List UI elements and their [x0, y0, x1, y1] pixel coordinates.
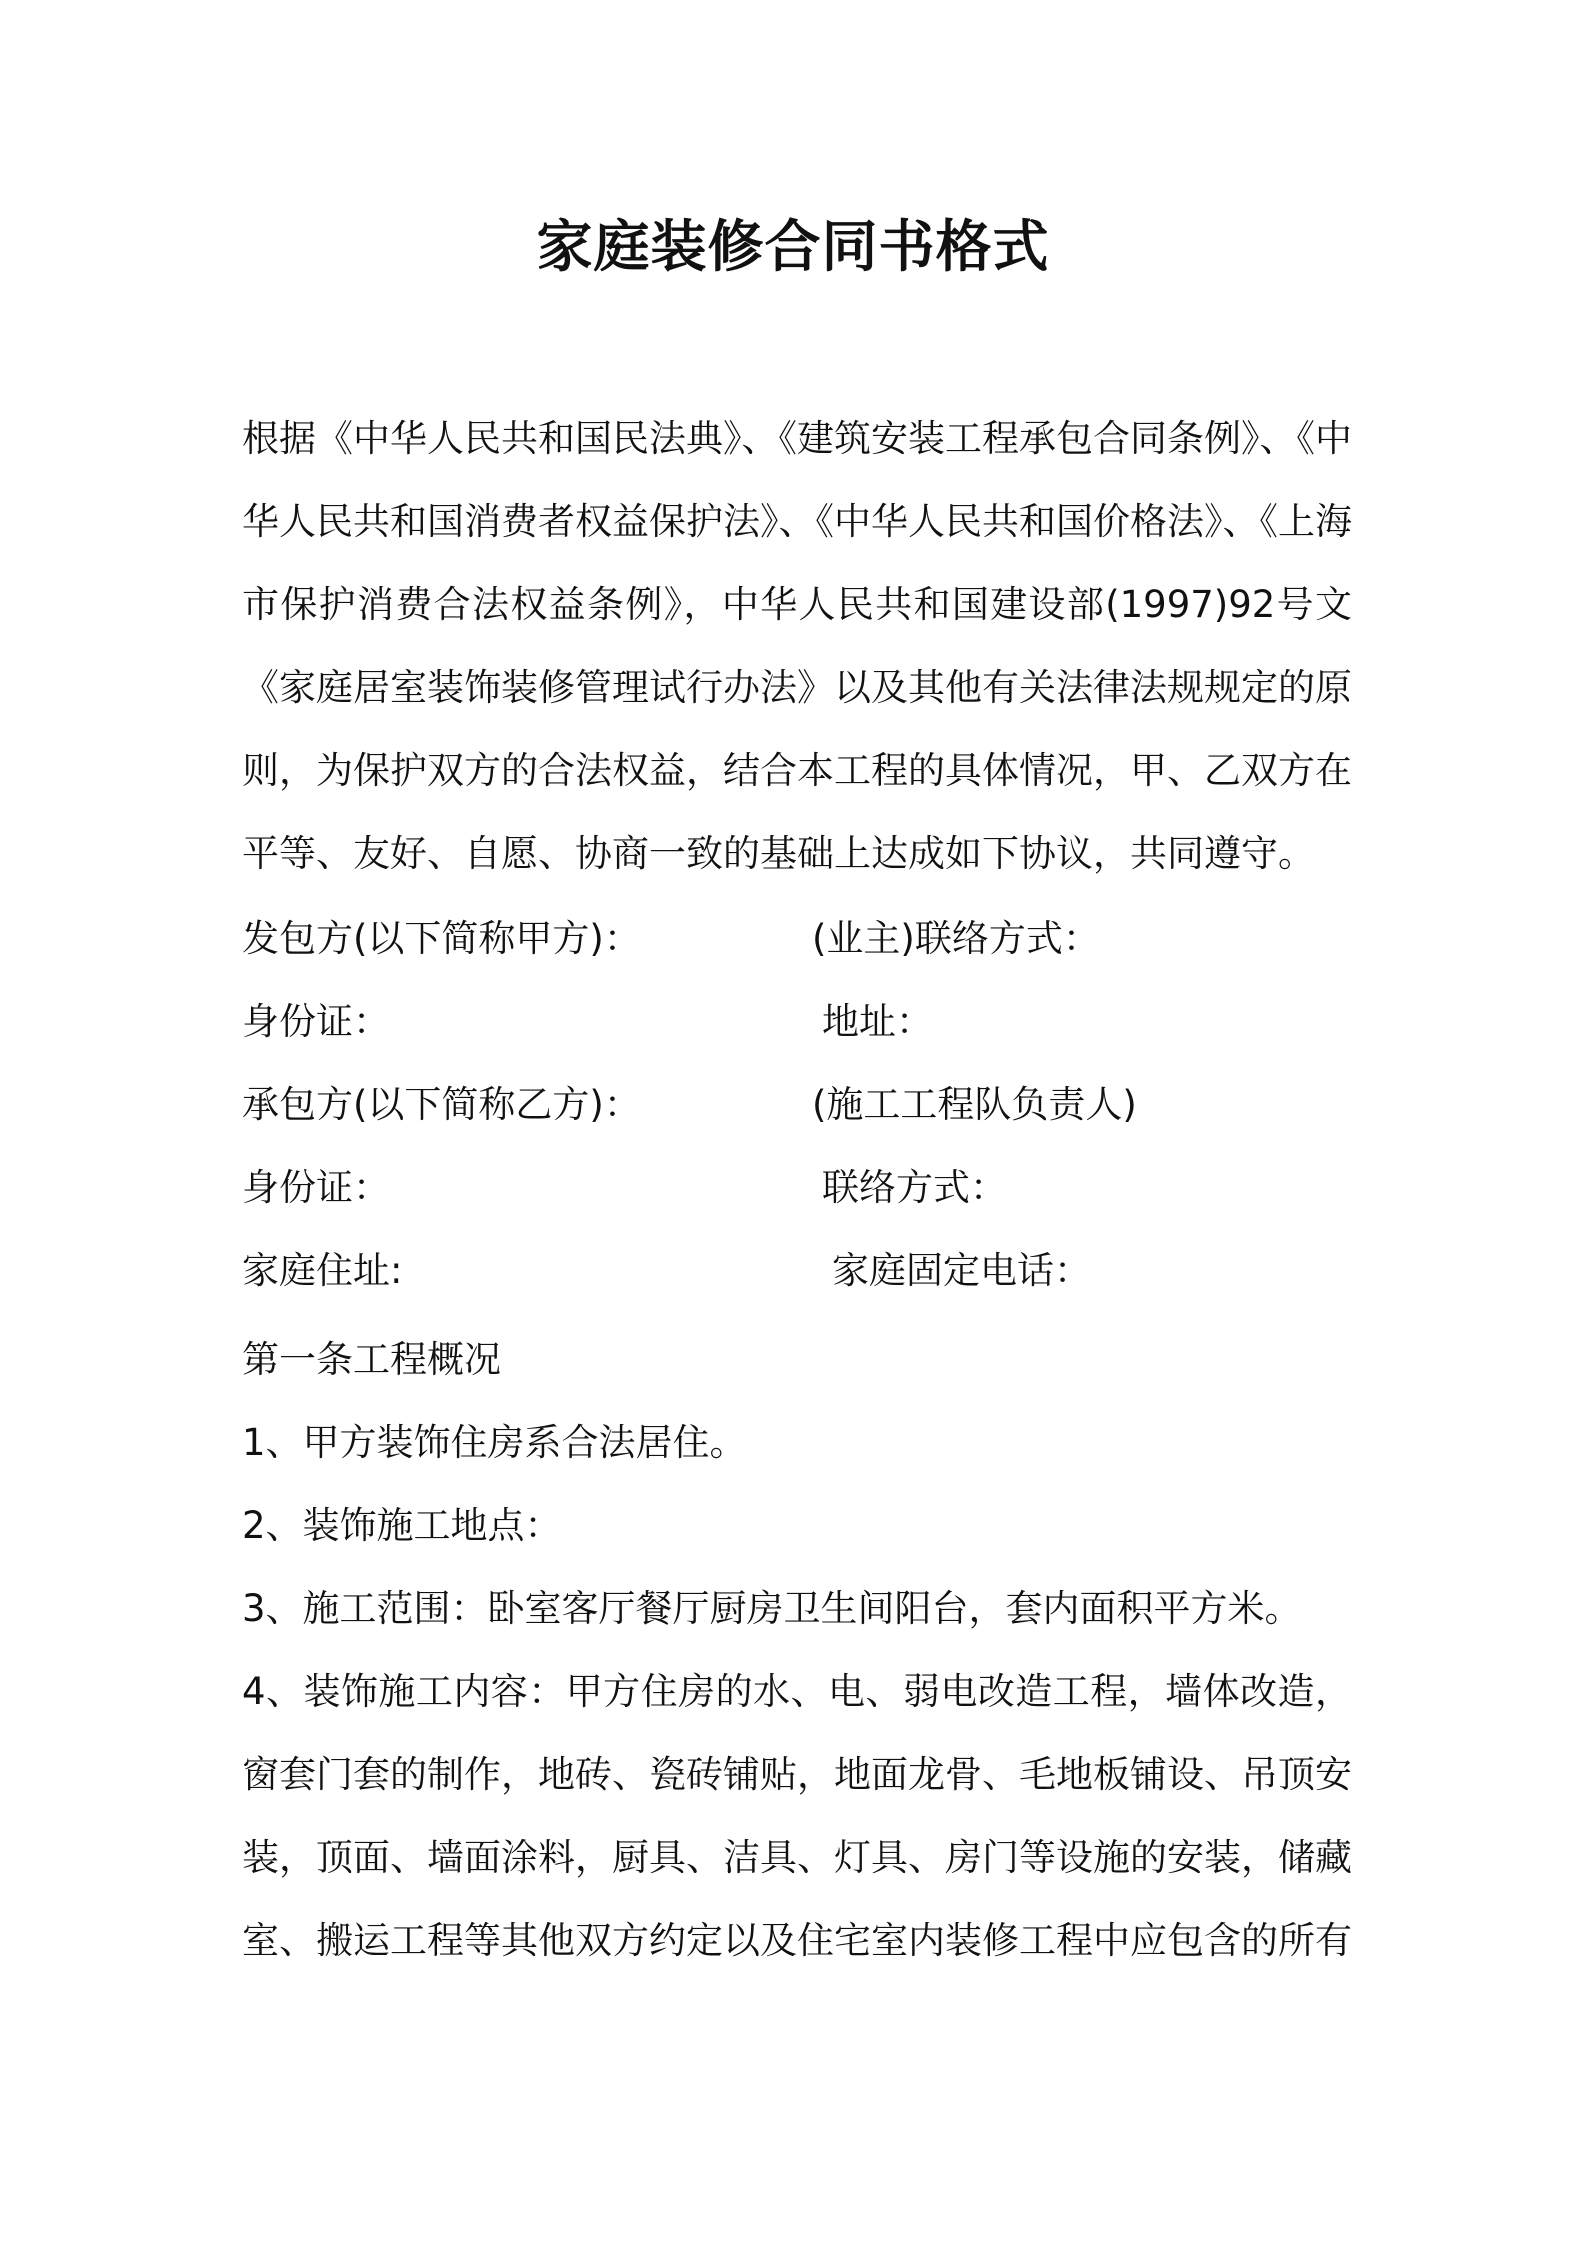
contractor-label: 承包方(以下简称乙方)： [242, 1083, 641, 1126]
party-row-employer-id [242, 980, 1352, 1063]
party-row-home [242, 1229, 1352, 1312]
item-4: 4、装饰施工内容：甲方住房的水、电、弱电改造工程，墙体改造，窗套门套的制作，地砖、瓷砖铺贴，地面龙骨、毛地板铺设、吊顶安装，顶面、墙面涂料，厨具、洁具、灯具、房门等设施的安装，储藏室、搬运工程等其他双方约定以及住宅室内装修工程中应包含的所有 [242, 1670, 1352, 1962]
item-3: 3、施工范围：卧室客厅餐厅厨房卫生间阳台，套内面积平方米。 [242, 1587, 1302, 1630]
employer-address-label: 地址： [822, 1000, 933, 1043]
contractor-id-label: 身份证： [242, 1166, 390, 1209]
party-row-employer [242, 897, 1352, 980]
section1-heading: 第一条工程概况 [242, 1338, 501, 1381]
document-title: 家庭装修合同书格式 [536, 215, 1050, 280]
home-address-label: 家庭住址: [242, 1249, 403, 1292]
item-1: 1、甲方装饰住房系合法居住。 [242, 1421, 747, 1464]
party-row-contractor [242, 1063, 1352, 1146]
contractor-role-label: (施工工程队负责人) [812, 1083, 1137, 1126]
employer-contact-label: (业主)联络方式： [812, 917, 1100, 960]
item-2: 2、装饰施工地点： [242, 1504, 562, 1547]
contractor-contact-label: 联络方式： [822, 1166, 1007, 1209]
employer-label: 发包方(以下简称甲方)： [242, 917, 641, 960]
intro-paragraph: 根据《中华人民共和国民法典》、《建筑安装工程承包合同条例》、《中华人民共和国消费者权益保护法》、《中华人民共和国价格法》、《上海市保护消费合法权益条例》，中华人民共和国建设部(1997)92号文《家庭居室装饰装修管理试行办法》以及其他有关法律法规规定的原则，为保护双方的合法权益，结合本工程的具体情况，甲、乙双方在平等、友好、自愿、协商一致的基础上达成如下协议，共同遵守。 [242, 417, 1352, 875]
party-row-contractor-id [242, 1146, 1352, 1229]
home-phone-label: 家庭固定电话： [832, 1249, 1091, 1292]
employer-id-label: 身份证： [242, 1000, 390, 1043]
